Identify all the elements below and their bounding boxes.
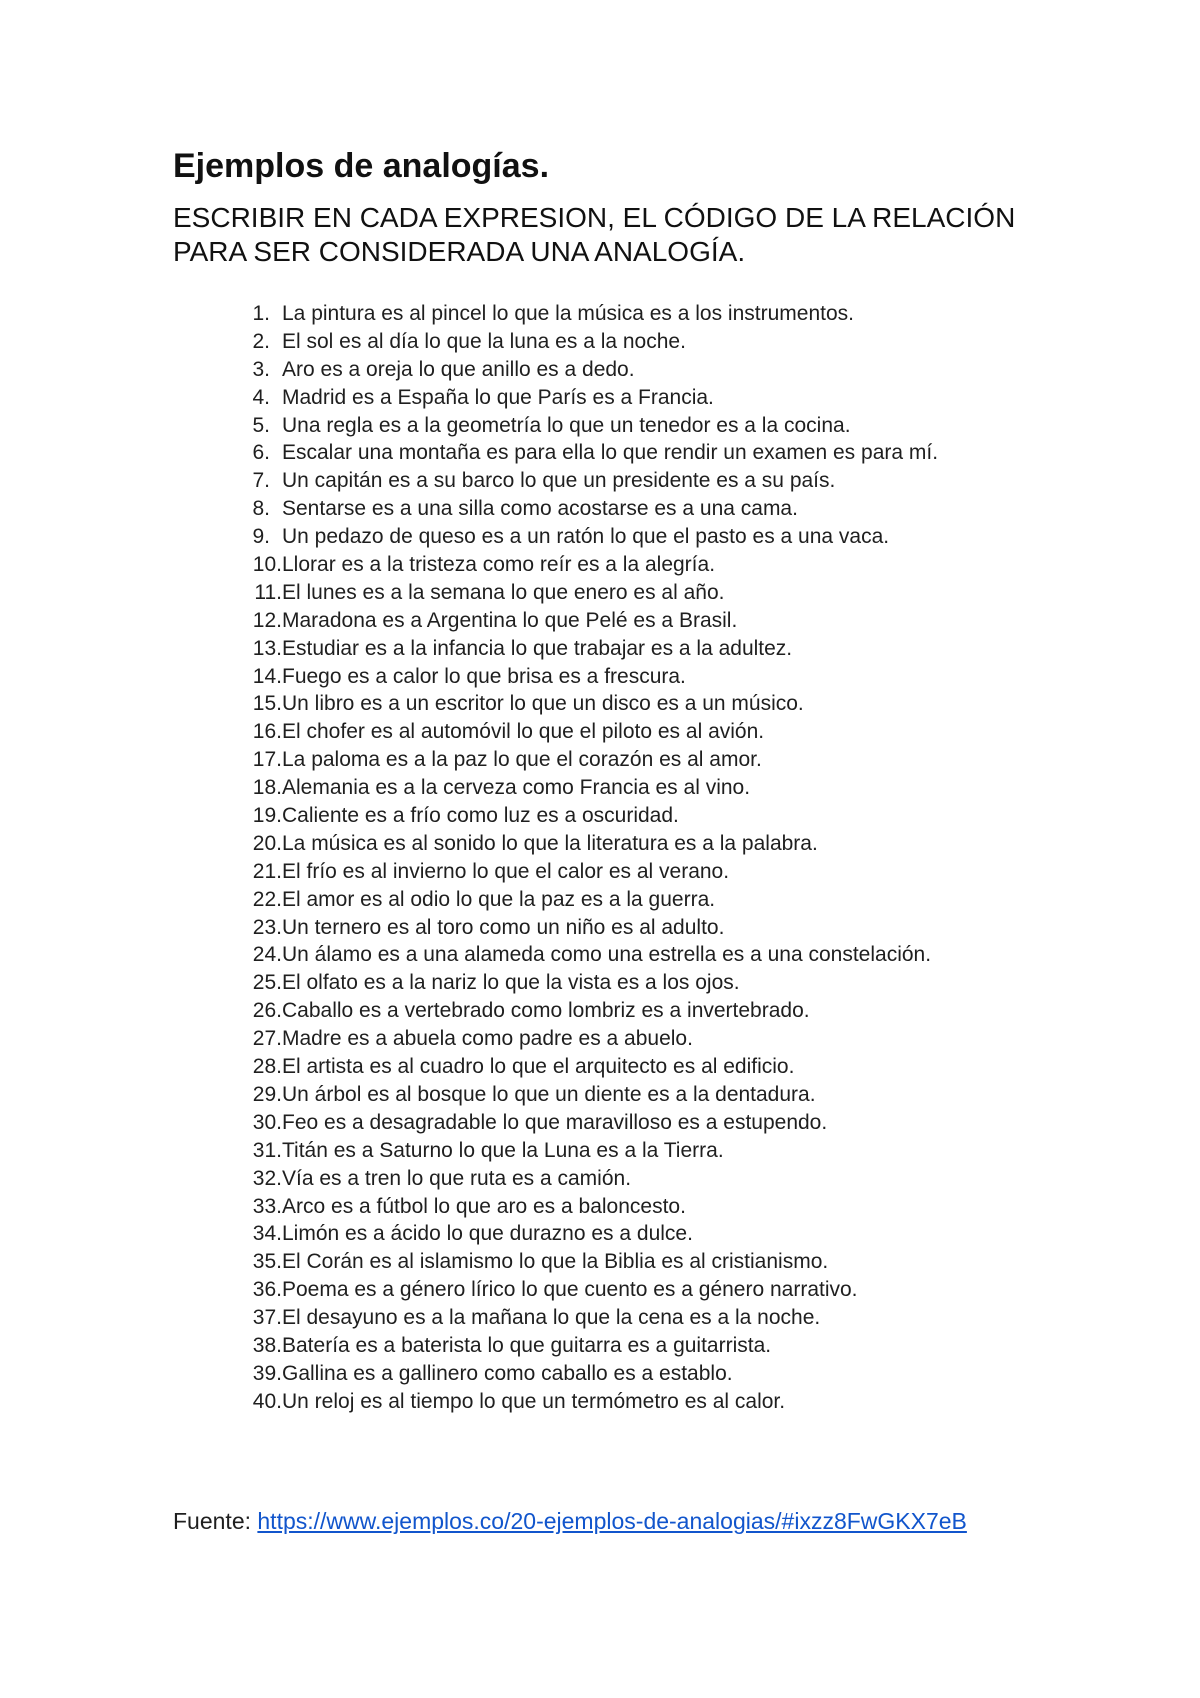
list-item-number: 38.: [252, 1333, 282, 1357]
list-item: [238, 1220, 938, 1248]
list-item: [238, 997, 938, 1025]
list-item: [238, 690, 938, 718]
list-item-text: Madre es a abuela como padre es a abuelo.: [282, 1027, 693, 1051]
list-item-number: 24.: [252, 943, 282, 967]
list-item-text: Fuego es a calor lo que brisa es a frescura.: [282, 664, 686, 688]
list-item: [238, 746, 938, 774]
list-item-text: La paloma es a la paz lo que el corazón es al amor.: [282, 748, 762, 772]
list-item: [238, 1137, 938, 1165]
list-item: [238, 858, 938, 886]
list-item-text: Batería es a baterista lo que guitarra es a guitarrista.: [282, 1333, 772, 1357]
list-item: [238, 523, 938, 551]
list-item: [238, 914, 938, 942]
list-item-number: 33.: [252, 1194, 282, 1218]
list-item-number: 35.: [252, 1250, 282, 1274]
list-item: [238, 635, 938, 663]
list-item-text: El artista es al cuadro lo que el arquitecto es al edificio.: [282, 1055, 795, 1079]
list-item-number: 31.: [252, 1138, 282, 1162]
list-item-text: Caballo es a vertebrado como lombriz es a invertebrado.: [282, 999, 810, 1023]
list-item-number: 39.: [252, 1361, 282, 1385]
list-item: [238, 886, 938, 914]
list-item-text: El amor es al odio lo que la paz es a la guerra.: [282, 887, 716, 911]
list-item: [238, 1053, 938, 1081]
source-line: [173, 1506, 967, 1536]
list-item: [238, 1025, 938, 1053]
list-item-number: 6.: [252, 441, 270, 465]
list-item-number: 1.: [252, 302, 270, 325]
list-item-text: Maradona es a Argentina lo que Pelé es a Brasil.: [282, 608, 738, 632]
list-item-number: 30.: [252, 1110, 282, 1134]
list-item: [238, 607, 938, 635]
list-item-number: 21.: [252, 859, 282, 883]
list-item-number: 17.: [252, 748, 282, 772]
list-item: [238, 1332, 938, 1360]
list-item: [238, 718, 938, 746]
list-item-text: Un álamo es a una alameda como una estrella es a una constelación.: [282, 943, 932, 967]
list-item-text: Un libro es a un escritor lo que un disco es a un músico.: [282, 692, 804, 716]
list-item-number: 3.: [252, 357, 270, 381]
list-item-number: 7.: [252, 469, 270, 493]
list-item-text: El sol es al día lo que la luna es a la noche.: [282, 329, 686, 353]
list-item-number: 32.: [252, 1166, 282, 1190]
list-item-number: 2.: [252, 329, 270, 353]
list-item: [238, 1248, 938, 1276]
list-item-text: Escalar una montaña es para ella lo que rendir un examen es para mí.: [282, 441, 939, 465]
list-item-text: Caliente es a frío como luz es a oscuridad.: [282, 804, 679, 828]
list-item-text: Sentarse es a una silla como acostarse es a una cama.: [282, 497, 798, 521]
list-item: [238, 1276, 938, 1304]
list-item-number: 10.: [252, 553, 282, 577]
page-title: Ejemplos de analogías.: [173, 147, 550, 185]
list-item: [238, 969, 938, 997]
list-item-text: Poema es a género lírico lo que cuento es a género narrativo.: [282, 1278, 858, 1302]
list-item-text: Gallina es a gallinero como caballo es a establo.: [282, 1361, 733, 1385]
list-item-text: Alemania es a la cerveza como Francia es al vino.: [282, 776, 751, 800]
list-item-number: 19.: [252, 804, 282, 828]
list-item-number: 27.: [252, 1027, 282, 1051]
list-item-number: 40.: [252, 1389, 282, 1413]
page-subtitle: ESCRIBIR EN CADA EXPRESION, EL CÓDIGO DE LA RELACIÓN PARA SER CONSIDERADA UNA ANALOGÍA.: [173, 202, 1016, 267]
list-item: [238, 1360, 938, 1388]
list-item-text: Madrid es a España lo que París es a Francia.: [282, 385, 714, 409]
list-item-text: Aro es a oreja lo que anillo es a dedo.: [282, 357, 635, 381]
list-item-number: 18.: [252, 776, 282, 800]
list-item: [238, 412, 938, 440]
list-item-text: Vía es a tren lo que ruta es a camión.: [282, 1166, 632, 1190]
list-item-text: Un reloj es al tiempo lo que un termómetro es al calor.: [282, 1389, 786, 1413]
list-item-text: El olfato es a la nariz lo que la vista es a los ojos.: [282, 971, 740, 995]
list-item-number: 36.: [252, 1278, 282, 1302]
list-item-text: Un pedazo de queso es a un ratón lo que el pasto es a una vaca.: [282, 525, 890, 549]
list-item-number: 4.: [252, 385, 270, 409]
list-item: [238, 579, 938, 607]
list-item-number: 23.: [252, 915, 282, 939]
list-item: [238, 1193, 938, 1221]
list-item: [238, 1304, 938, 1332]
list-item-number: 11.: [254, 580, 282, 604]
list-item-number: 15.: [252, 692, 282, 716]
list-item-text: Una regla es a la geometría lo que un tenedor es a la cocina.: [282, 413, 851, 437]
list-item-text: Titán es a Saturno lo que la Luna es a la Tierra.: [282, 1138, 724, 1162]
analogy-list: [238, 300, 938, 1416]
list-item-number: 13.: [252, 636, 282, 660]
source-link[interactable]: https://www.ejemplos.co/20-ejemplos-de-analogias/#ixzz8FwGKX7eB: [257, 1508, 967, 1534]
list-item-text: El lunes es a la semana lo que enero es al año.: [282, 580, 725, 604]
list-item-number: 16.: [252, 720, 282, 744]
list-item: [238, 495, 938, 523]
list-item-text: El chofer es al automóvil lo que el piloto es al avión.: [282, 720, 765, 744]
list-item-text: Arco es a fútbol lo que aro es a baloncesto.: [282, 1194, 686, 1218]
list-item-number: 8.: [252, 497, 270, 521]
list-item-number: 14.: [252, 664, 282, 688]
list-item-text: Un capitán es a su barco lo que un presidente es a su país.: [282, 469, 836, 493]
list-item-number: 9.: [252, 525, 270, 549]
list-item-number: 22.: [252, 887, 282, 911]
list-item: [238, 356, 938, 384]
list-item: [238, 551, 938, 579]
list-item-text: Limón es a ácido lo que durazno es a dulce.: [282, 1222, 693, 1246]
list-item-text: El desayuno es a la mañana lo que la cena es a la noche.: [282, 1306, 821, 1330]
list-item-number: 28.: [252, 1055, 282, 1079]
list-item-text: La música es al sonido lo que la literatura es a la palabra.: [282, 831, 818, 855]
list-item-text: Llorar es a la tristeza como reír es a la alegría.: [282, 553, 716, 577]
list-item: [238, 1165, 938, 1193]
list-item-number: 37.: [252, 1306, 282, 1330]
list-item: [238, 1388, 938, 1416]
list-item-text: El Corán es al islamismo lo que la Biblia es al cristianismo.: [282, 1250, 829, 1274]
list-item-number: 29.: [252, 1082, 282, 1106]
list-item: [238, 384, 938, 412]
list-item: [238, 802, 938, 830]
list-item: [238, 328, 938, 356]
list-item-number: 34.: [252, 1222, 282, 1246]
list-item: [238, 1081, 938, 1109]
list-item: [238, 1109, 938, 1137]
list-item-text: Feo es a desagradable lo que maravilloso es a estupendo.: [282, 1110, 828, 1134]
list-item: [238, 467, 938, 495]
list-item: [238, 663, 938, 691]
list-item-text: Un ternero es al toro como un niño es al adulto.: [282, 915, 725, 939]
list-item-number: 20.: [252, 831, 282, 855]
list-item-text: La pintura es al pincel lo que la música es a los instrumentos.: [282, 302, 854, 325]
list-item: [238, 941, 938, 969]
list-item: [238, 830, 938, 858]
list-item: [238, 300, 938, 328]
list-item-number: 26.: [252, 999, 282, 1023]
list-item: [238, 439, 938, 467]
list-item-text: El frío es al invierno lo que el calor es al verano.: [282, 859, 730, 883]
list-item-number: 5.: [252, 413, 270, 437]
list-item-number: 25.: [252, 971, 282, 995]
list-item-text: Un árbol es al bosque lo que un diente es a la dentadura.: [282, 1082, 816, 1106]
source-label: Fuente:: [173, 1508, 258, 1534]
list-item-text: Estudiar es a la infancia lo que trabajar es a la adultez.: [282, 636, 793, 660]
list-item: [238, 774, 938, 802]
list-item-number: 12.: [252, 608, 282, 632]
